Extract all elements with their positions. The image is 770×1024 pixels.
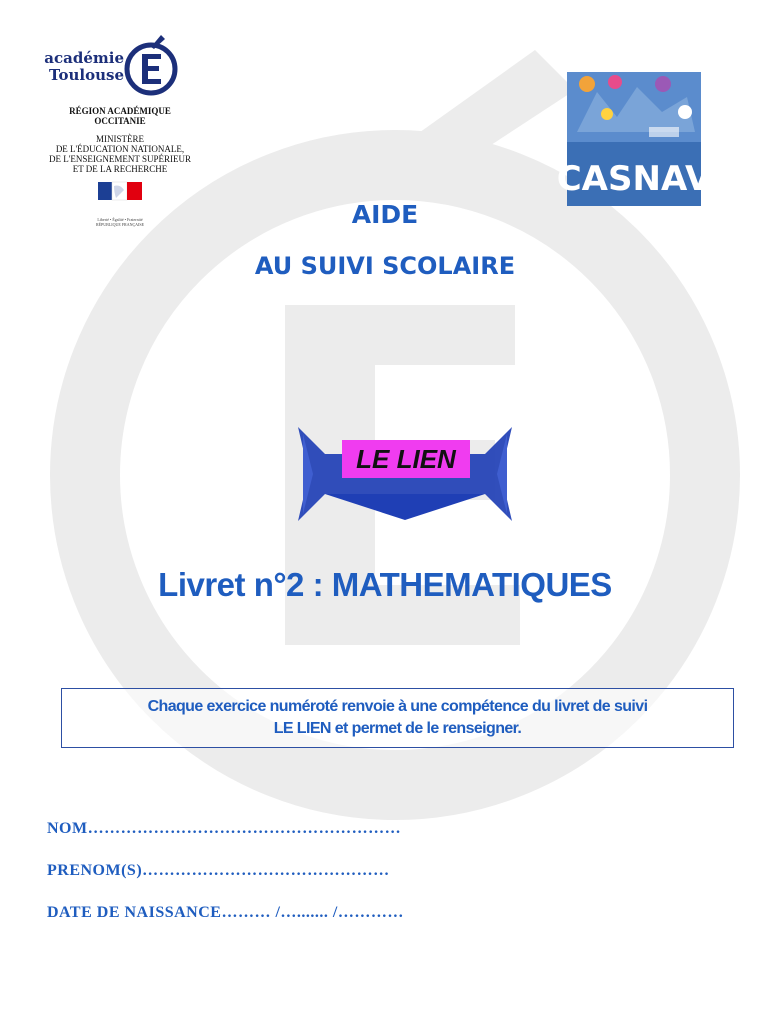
prenom-field: PRENOM(S)……………………………………… — [47, 862, 390, 879]
casnav-logo — [556, 72, 712, 206]
nom-field: NOM………………………………………………… — [47, 820, 402, 837]
livret-title: Livret n°2 : MATHEMATIQUES — [158, 566, 612, 603]
info-line2: LE LIEN et permet de le renseigner. — [273, 720, 522, 737]
academie-toulouse-logo — [30, 28, 210, 227]
date-naissance-field: DATE DE NAISSANCE……… /…....... /………… — [47, 904, 404, 921]
le-lien-label: LE LIEN — [342, 440, 470, 478]
republic-motto: Liberté • Égalité • Fraternité RÉPUBLIQUE FRANÇAISE — [95, 217, 145, 227]
info-line1: Chaque exercice numéroté renvoie à une compétence du livret de suivi — [147, 698, 648, 715]
academy-name-line1: académie — [44, 49, 124, 67]
title-aide: AIDE — [351, 200, 419, 229]
ministry-label: MINISTÈRE DE L'ÉDUCATION NATIONALE, DE L'ENSEIGNEMENT SUPÉRIEUR ET DE LA RECHERCHE — [49, 134, 191, 174]
region-label: RÉGION ACADÉMIQUE OCCITANIE — [69, 106, 171, 126]
info-box — [61, 688, 734, 748]
title-suivi-scolaire: AU SUIVI SCOLAIRE — [254, 252, 516, 280]
academy-name-line2: Toulouse — [49, 66, 124, 84]
casnav-label: CASNAV — [556, 159, 712, 199]
academy-e-icon — [125, 32, 177, 98]
